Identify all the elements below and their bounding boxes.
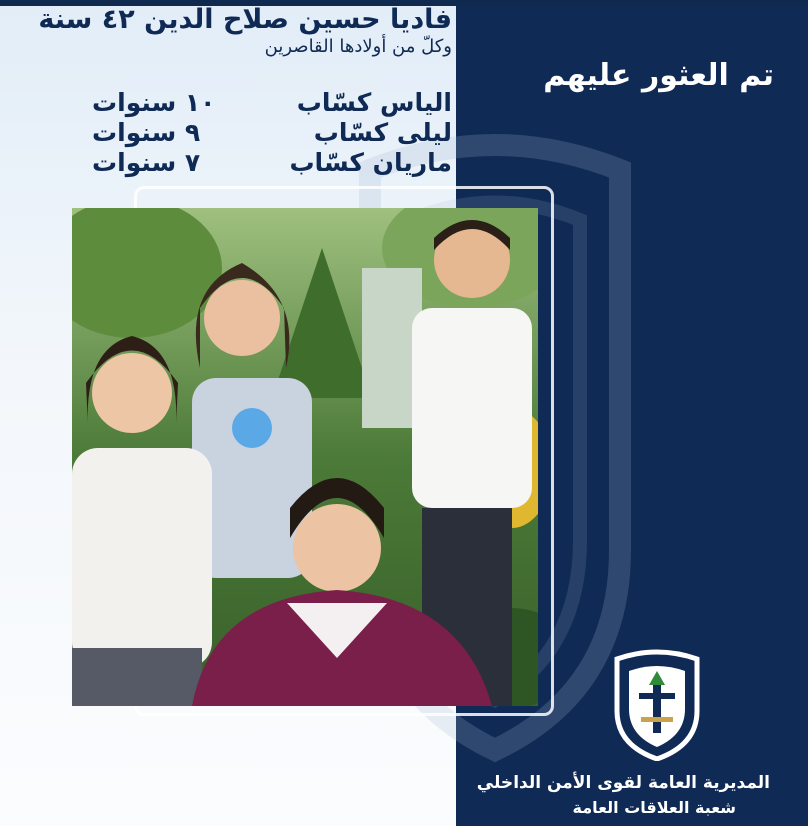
child-row bbox=[92, 118, 452, 148]
child-row bbox=[92, 88, 452, 118]
family-photo bbox=[72, 208, 538, 706]
missing-person-headline: فاديا حسين صلاح الدين ٤٢ سنة bbox=[38, 4, 452, 35]
child-age: ٩ سنوات bbox=[92, 118, 201, 147]
child-name: الياس كسّاب bbox=[296, 88, 452, 117]
organization-department: شعبة العلاقات العامة bbox=[572, 798, 736, 817]
child-name: ليلى كسّاب bbox=[313, 118, 452, 147]
child-row bbox=[92, 148, 452, 178]
isf-emblem-icon bbox=[609, 645, 705, 761]
child-age: ٧ سنوات bbox=[92, 148, 201, 177]
children-list bbox=[92, 88, 452, 178]
organization-name: المديرية العامة لقوى الأمن الداخلي bbox=[476, 773, 770, 793]
child-name: ماريان كسّاب bbox=[289, 148, 452, 177]
found-status-title: تم العثور عليهم bbox=[543, 58, 774, 93]
child-age: ١٠ سنوات bbox=[92, 88, 216, 117]
missing-person-subline: وكلّ من أولادها القاصرين bbox=[264, 36, 452, 57]
